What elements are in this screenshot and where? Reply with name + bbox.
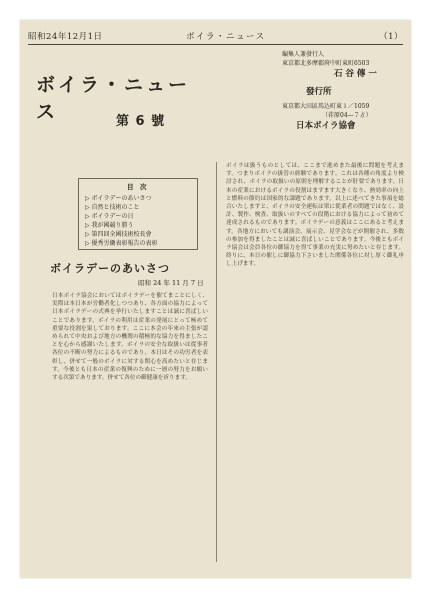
toc-item: ▷ 優秀労働表彰報告の表彰 [85, 240, 158, 247]
toc-item: ▷ ボイラデーのあいさつ [85, 195, 152, 202]
article-body-right: ボイラは扱うものとしては、ここまで進めまた最後に問題を考えます。つまりボイラの扱管の經験であります。これは各種の角度より検討され、ボイラの取扱いの原則を理解することが肝要であります。日本の産業におけるボイラの役割はますます大きくなり、熱効率の向上と燃料の節約は国家的な課題であります。以上に述べてきた事項を総合いたしますと、ボイラの安全運転は單に從業者の問題ではなく、設計、製作、検査、取扱いのすべての段階における協力によって初めて達成されるものであります。ボイラデーの意義はここにあると考えます。各地方においても講演会、展示会、見学会などが開催され、多数の参加を得ましたことは誠に喜ばしいことであります。今後ともボイラ協会は会員各位の御協力を得て事業の充実に努めたいと存じます。終りに、本日の催しに御協力下さいました関係各位に対し厚く御礼申し上げます。 [226, 163, 404, 268]
article-title: ボイラデーのあいさつ [50, 262, 170, 275]
publisher-info [282, 50, 406, 142]
page-number: （1） [379, 32, 403, 42]
table-of-contents [78, 178, 198, 250]
toc-item: ▷ 我が國競り勝う [85, 222, 134, 229]
masthead [32, 58, 204, 148]
header-publication-name: ボイラ・ニュース [186, 32, 266, 42]
header-date: 昭和24年12月1日 [28, 32, 103, 42]
publisher-address: 東京都大田區馬込町東１／1059 [282, 103, 370, 110]
article-body-left: 日本ボイラ協会においてはボイラデーを催てまことにしく、実際は本日本が労働者化しつつあり、各方面の協力によって日本ボイラデーの式典を挙行いたしますことは誠に喜ばしいことであります。ボイラの利用は産業の発展にとって極めて重要な役割を果しております。ここに本会の年來の主張が認められて中央および地方の機関の積極的な協力を得ましたことを心から感謝いたします。ボイラの安全な取扱いは從事者各位の不断の努力によるものであり、本日はその功労者を表彰し、併せて一般のボイラに対する関心を高めたいと存じます。今後とも日本の産業の復興のために一層の努力をお願いする次第であります。併せて各位の御健康を祈ります。 [52, 293, 208, 382]
publisher-org: 日本ボイラ協會 [296, 121, 356, 131]
toc-item: ▷ ボイラデーの日 [85, 213, 134, 220]
editor-name: 石 谷 傳 一 [334, 69, 377, 79]
publisher-phone: （荏原04—７ゟ） [322, 112, 372, 119]
publisher-label: 發行所 [306, 87, 332, 97]
editor-label: 編集人兼發行人 [282, 51, 325, 58]
toc-heading: 目 次 [127, 183, 147, 191]
column-divider [216, 162, 217, 562]
toc-item: ▷ 自然と技術のこと [85, 204, 140, 211]
editor-address: 東京都北多摩郡府中町東町6503 [282, 60, 370, 67]
issue-number: 第 6 號 [116, 114, 166, 129]
newsletter-page [20, 20, 411, 578]
toc-item: ▷ 第四回全國技術校長會 [85, 231, 152, 238]
running-header [28, 26, 403, 45]
article-date: 昭和 24 年 11 月 7 日 [138, 279, 204, 287]
masthead-title: ボイラ・ニュース [36, 74, 191, 123]
